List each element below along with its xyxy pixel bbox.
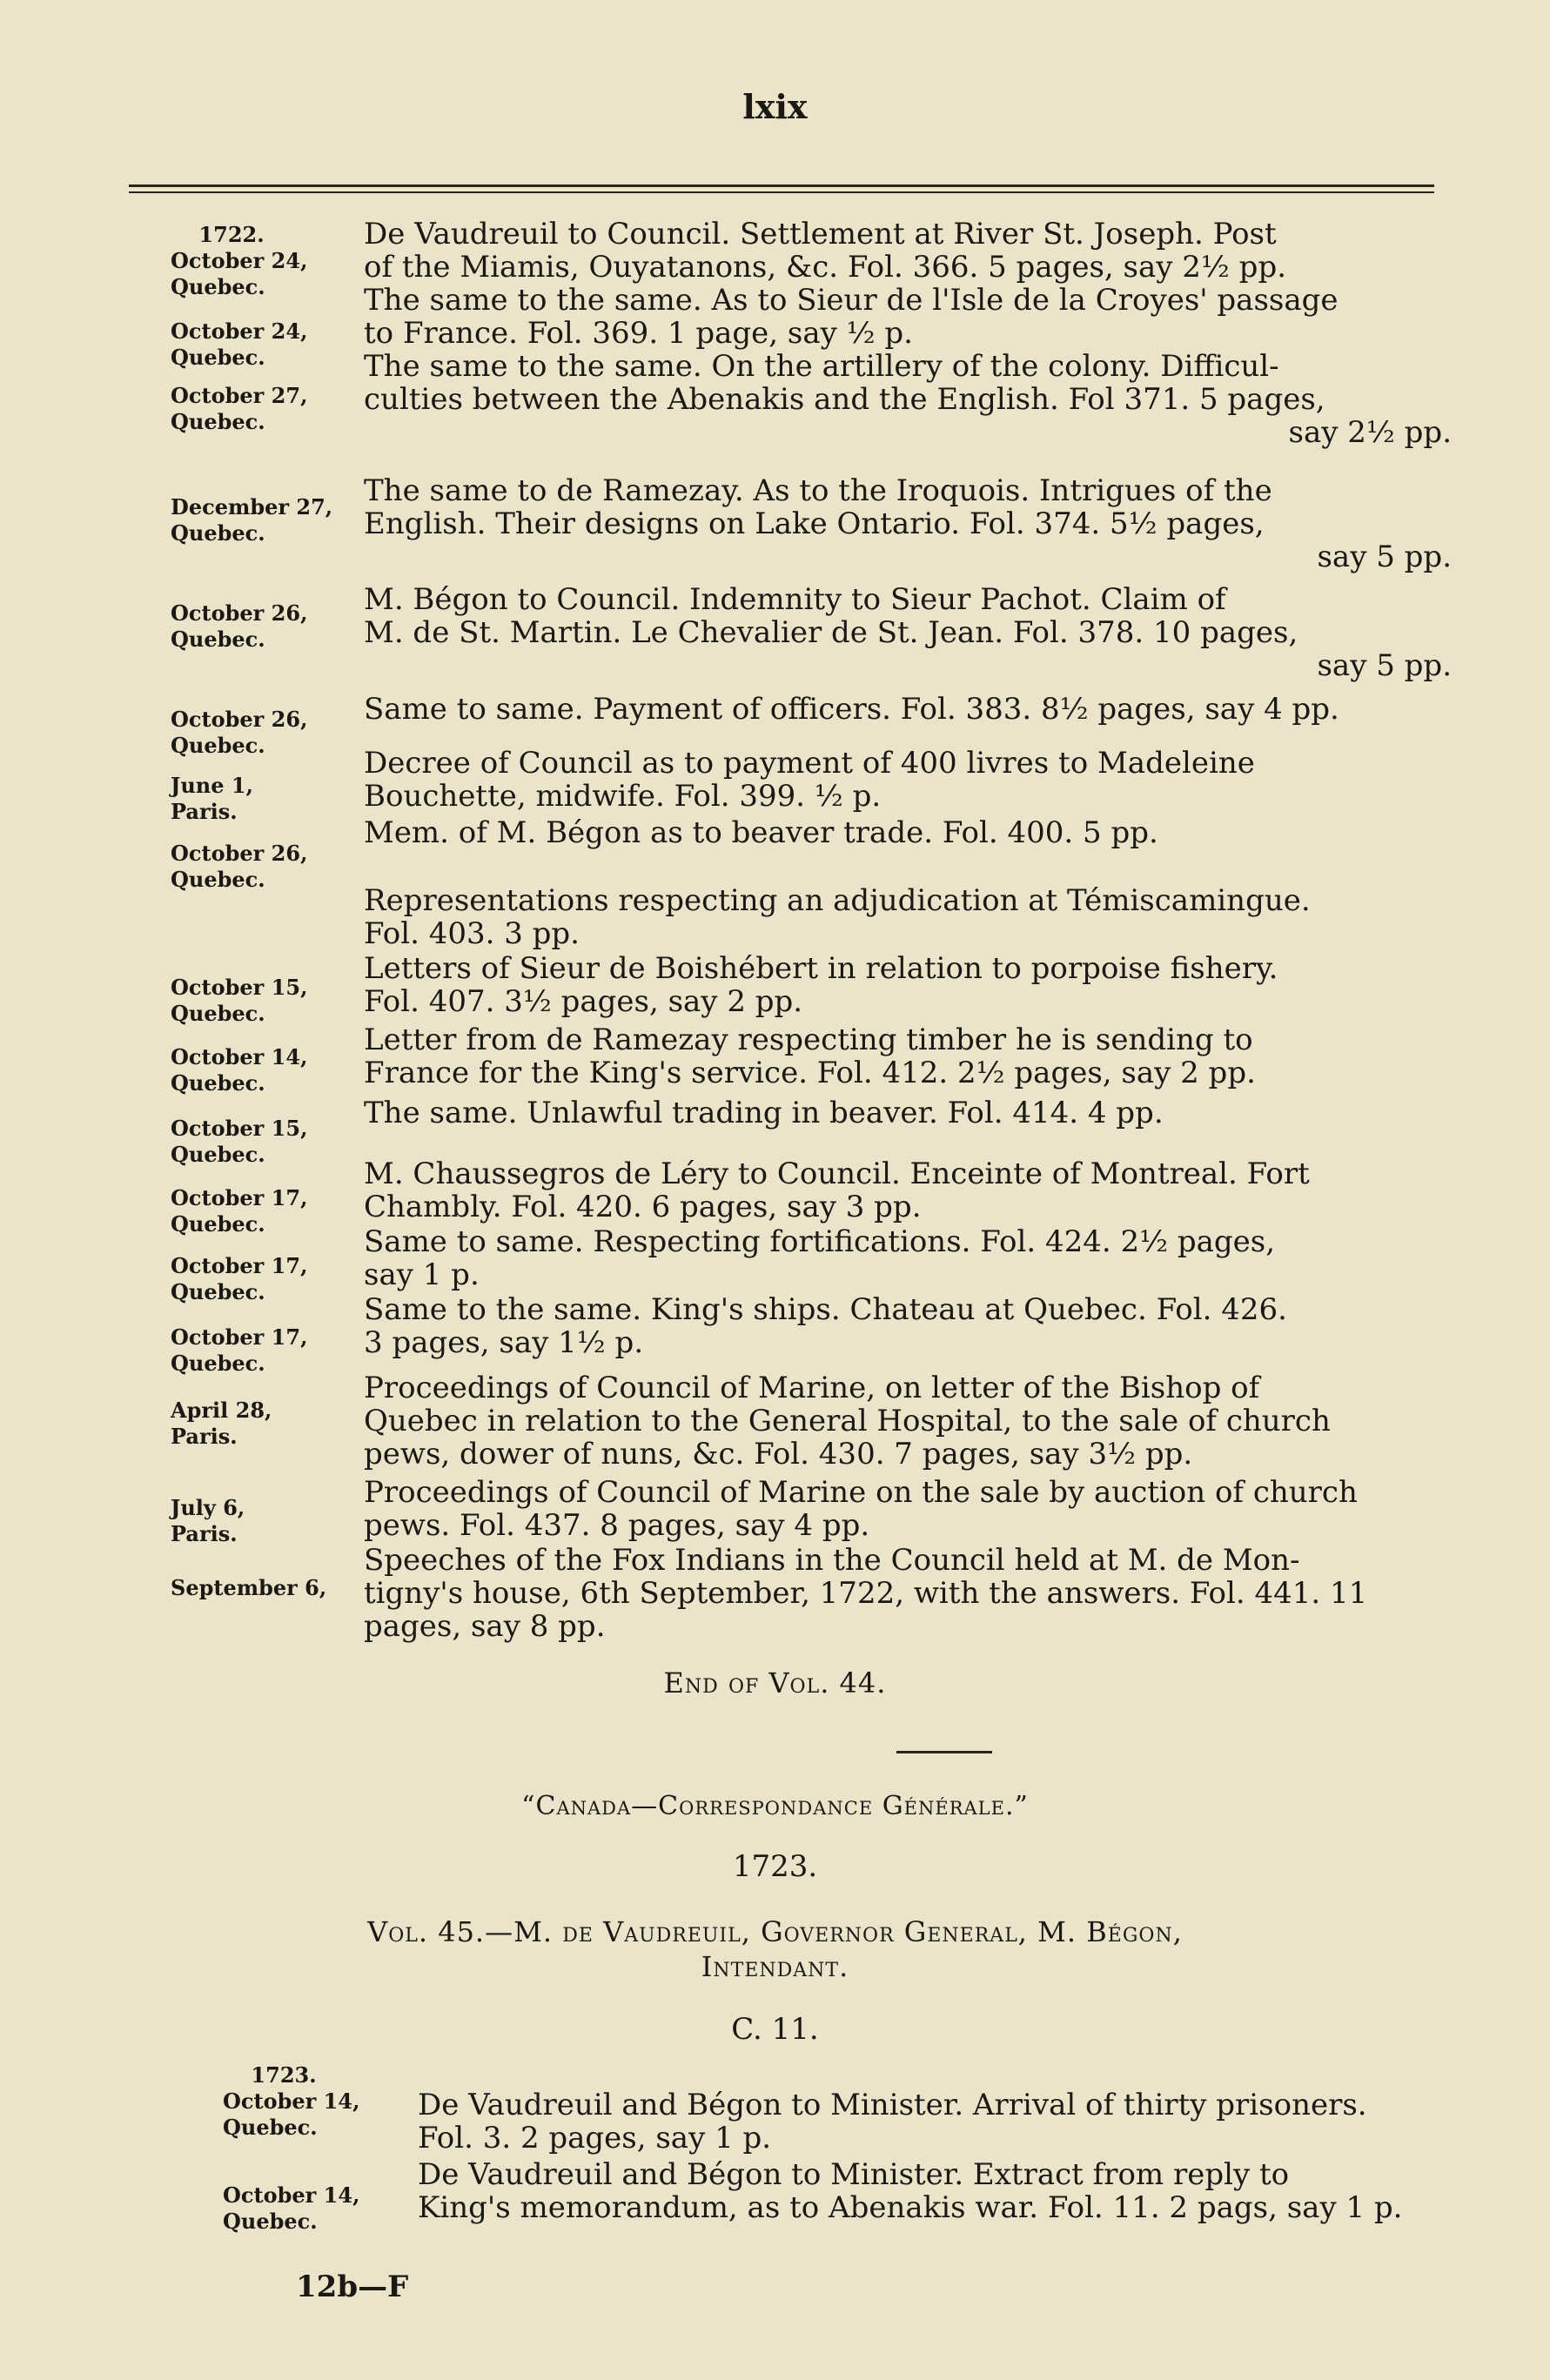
entry-date: September 6, xyxy=(171,1575,327,1600)
entry-text: De Vaudreuil to Council. Settlement at River St. Joseph. Post of the Miamis, Ouyatanons, &c. Fol. 366. 5 pages, say 2½ pp. xyxy=(364,217,1287,285)
section-code: C. 11. xyxy=(731,2012,819,2047)
entry-date: October 14, Quebec. xyxy=(171,1044,308,1096)
entry-text: Letter from de Ramezay respecting timber he is sending to France for the King's service. Fol. 412. 2½ pages, say 2 pp. xyxy=(364,1022,1256,1090)
entry-text: M. Bégon to Council. Indemnity to Sieur Pachot. Claim of M. de St. Martin. Le Chevalier de St. Jean. Fol. 378. 10 pages, say 5 pp. xyxy=(364,582,1452,683)
entry-date: October 15, Quebec. xyxy=(171,1116,308,1167)
series-year: 1723. xyxy=(732,1849,818,1884)
entry-date: October 17, Quebec. xyxy=(171,1324,308,1376)
entry-date: October 17, Quebec. xyxy=(171,1185,308,1237)
section-rule xyxy=(896,1751,992,1753)
entry-date: October 24, Quebec. xyxy=(171,318,308,370)
end-of-volume: End of Vol. 44. xyxy=(663,1666,887,1700)
series-title: “Canada—Correspondance Générale.” xyxy=(521,1791,1029,1821)
entry-date: 1722. October 24, Quebec. xyxy=(171,222,308,299)
entry-text: Same to same. Payment of officers. Fol. 383. 8½ pages, say 4 pp. xyxy=(364,692,1339,727)
entry-text: Representations respecting an adjudication at Témiscamingue. Fol. 403. 3 pp. xyxy=(364,883,1311,951)
entry-text: De Vaudreuil and Bégon to Minister. Arrival of thirty prisoners. Fol. 3. 2 pages, say 1 p. xyxy=(418,2088,1367,2155)
entry-text: Mem. of M. Bégon as to beaver trade. Fol. 400. 5 pp. xyxy=(364,815,1158,850)
entry-text: M. Chaussegros de Léry to Council. Enceinte of Montreal. Fort Chambly. Fol. 420. 6 pages, say 3 pp. xyxy=(364,1156,1310,1224)
entry-date: October 26, Quebec. xyxy=(171,707,308,758)
entry-date: June 1, Paris. xyxy=(171,773,253,824)
entry-date: October 26, Quebec. xyxy=(171,841,308,892)
volume-heading: Vol. 45.—M. de Vaudreuil, Governor General, M. Bégon, Intendant. xyxy=(367,1915,1183,1983)
entry-date: October 14, Quebec. xyxy=(223,2182,360,2234)
entry-text: The same to the same. As to Sieur de l'Isle de la Croyes' passage to France. Fol. 369. 1 page, say ½ p. xyxy=(364,283,1339,351)
entry-date: December 27, Quebec. xyxy=(171,494,333,546)
entry-text: Speeches of the Fox Indians in the Council held at M. de Mon- tigny's house, 6th September, 1722, with the answers. Fol. 441. 11 pages, say 8 pp. xyxy=(364,1543,1368,1644)
entry-text: Decree of Council as to payment of 400 livres to Madeleine Bouchette, midwife. Fol. 399. ½ p. xyxy=(364,746,1255,814)
entry-text: The same. Unlawful trading in beaver. Fol. 414. 4 pp. xyxy=(364,1096,1164,1130)
entry-date: July 6, Paris. xyxy=(171,1495,245,1546)
entry-text: Letters of Sieur de Boishébert in relation to porpoise fishery. Fol. 407. 3½ pages, say 2 pp. xyxy=(364,951,1278,1019)
entry-date: 1723. October 14, Quebec. xyxy=(223,2062,360,2140)
entry-text: The same to the same. On the artillery of the colony. Difficul- culties between the Abenakis and the English. Fol 371. 5 pages, say 2½ pp. xyxy=(364,349,1452,450)
entry-date: October 26, Quebec. xyxy=(171,600,308,652)
entry-date: October 15, Quebec. xyxy=(171,975,308,1026)
signature-mark: 12b—F xyxy=(296,2269,409,2304)
entry-date: October 17, Quebec. xyxy=(171,1253,308,1304)
header-rule xyxy=(129,184,1434,193)
entry-date: October 27, Quebec. xyxy=(171,383,308,434)
entry-text: De Vaudreuil and Bégon to Minister. Extract from reply to King's memorandum, as to Abenakis war. Fol. 11. 2 pags, say 1 p. xyxy=(418,2157,1403,2225)
entry-text: The same to de Ramezay. As to the Iroquois. Intrigues of the English. Their designs on Lake Ontario. Fol. 374. 5½ pages, say 5 pp. xyxy=(364,473,1452,574)
entry-text: Same to the same. King's ships. Chateau at Quebec. Fol. 426. 3 pages, say 1½ p. xyxy=(364,1292,1287,1360)
entry-text: Same to same. Respecting fortifications. Fol. 424. 2½ pages, say 1 p. xyxy=(364,1224,1276,1292)
page-number: lxix xyxy=(742,87,808,126)
entry-text: Proceedings of Council of Marine on the sale by auction of church pews. Fol. 437. 8 pages, say 4 pp. xyxy=(364,1475,1358,1543)
entry-text: Proceedings of Council of Marine, on letter of the Bishop of Quebec in relation to the General Hospital, to the sale of church pews, dower of nuns, &c. Fol. 430. 7 pages, say 3½ pp. xyxy=(364,1371,1331,1472)
entry-date: April 28, Paris. xyxy=(171,1398,272,1449)
